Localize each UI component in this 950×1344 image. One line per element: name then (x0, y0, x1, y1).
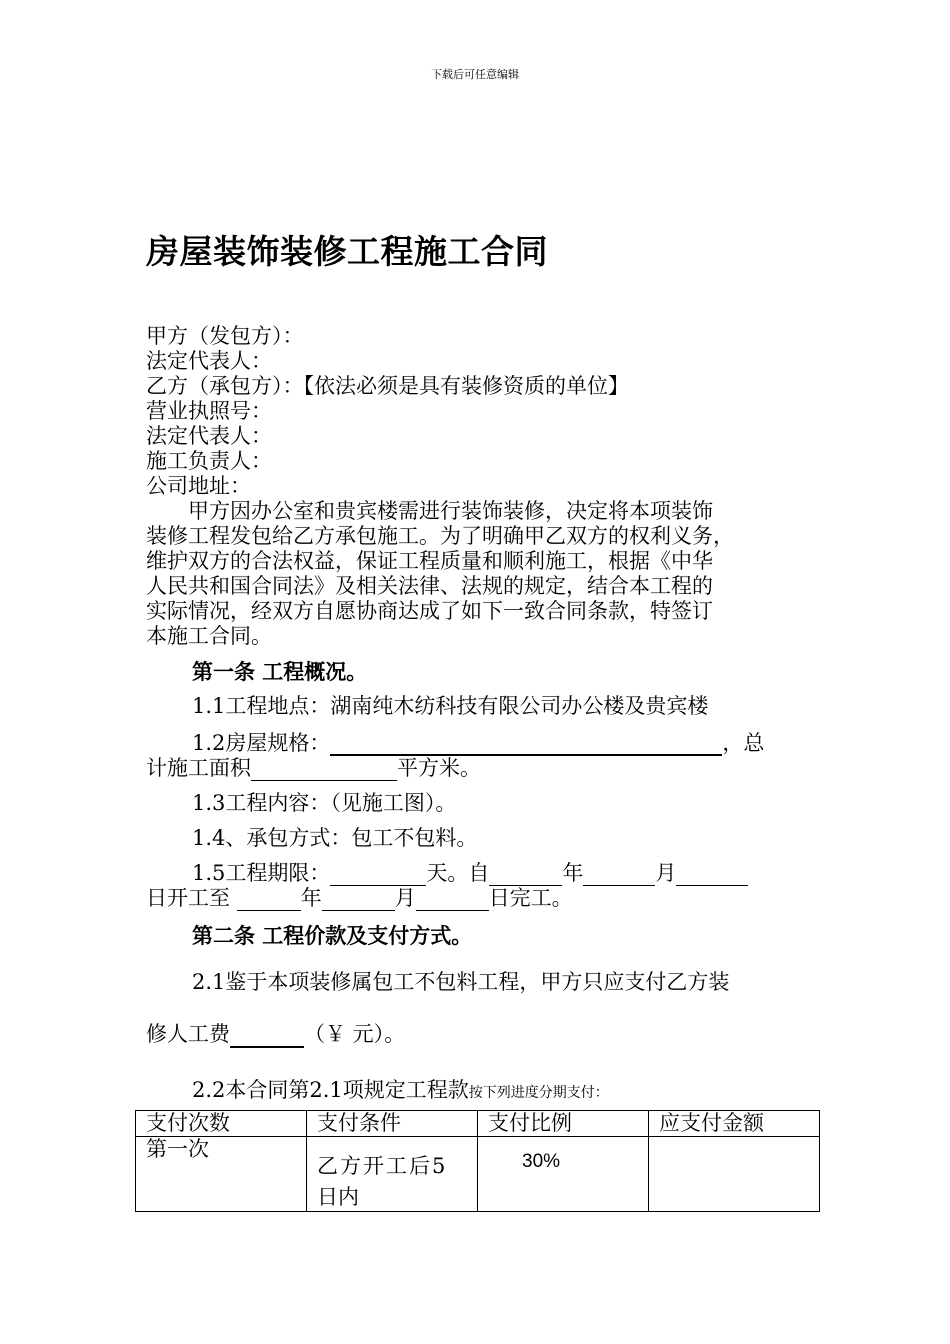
installment-note: 按下列进度分期支付： (468, 1085, 609, 1101)
article-1-heading: 第一条 工程概况。 (192, 659, 368, 684)
page-header-note: 下载后可任意编辑 (431, 68, 519, 81)
article-1-item-1: 1.1工程地点：湖南纯木纺科技有限公司办公楼及贵宾楼 (192, 694, 709, 718)
construction-lead-label: 施工负责人： (146, 449, 272, 473)
house-spec-blank[interactable] (330, 735, 722, 756)
business-license-label: 营业执照号： (146, 399, 272, 423)
header-amount: 应支付金额 (649, 1111, 820, 1137)
period-label: 1.5工程期限： (192, 861, 331, 885)
end-day-blank[interactable] (416, 891, 489, 911)
labor-fee-label: 修人工费 (146, 1022, 230, 1046)
preamble-line-4: 人民共和国合同法》及相关法律、法规的规定，结合本工程的 (146, 574, 713, 598)
item-2-suffix: ，总 (722, 731, 765, 755)
end-month-blank[interactable] (322, 891, 395, 911)
article-1-item-2 (192, 731, 764, 756)
labor-fee-amount: （￥ 元）。 (304, 1022, 406, 1046)
preamble-line-1: 甲方因办公室和贵宾楼需进行装饰装修，决定将本项装饰 (188, 499, 713, 523)
article-2-item-2 (192, 1074, 609, 1104)
header-condition: 支付条件 (307, 1111, 478, 1137)
article-2-heading: 第二条 工程价款及支付方式。 (192, 923, 473, 948)
area-unit-label: 平方米。 (397, 756, 481, 780)
start-day-blank[interactable] (676, 866, 748, 886)
cell-amount[interactable] (649, 1137, 820, 1212)
item-2-prefix: 1.2房屋规格： (192, 731, 331, 755)
month-label: 月 (655, 861, 677, 885)
condition-line-2: 日内 (317, 1185, 359, 1209)
preamble-line-2: 装修工程发包给乙方承包施工。为了明确甲乙双方的权利义务， (146, 524, 734, 548)
condition-line-1: 乙方开工后5 (317, 1154, 448, 1178)
article-2-item-1-line-1: 2.1鉴于本项装修属包工不包料工程，甲方只应支付乙方装 (192, 970, 730, 994)
article-1-item-3: 1.3工程内容：（见施工图）。 (192, 791, 457, 815)
start-year-blank[interactable] (489, 866, 562, 886)
table-header-row (136, 1111, 820, 1137)
ratio-value: 30% (522, 1151, 561, 1172)
end-month-label: 月 (394, 886, 416, 910)
company-address-label: 公司地址： (146, 474, 251, 498)
preamble-line-6: 本施工合同。 (146, 624, 272, 648)
start-day-label: 日开工至 (146, 886, 237, 910)
header-times: 支付次数 (136, 1111, 307, 1137)
payment-schedule-table (135, 1110, 820, 1212)
end-year-label: 年 (300, 886, 322, 910)
party-a-label: 甲方（发包方）： (146, 324, 304, 348)
days-blank[interactable] (330, 866, 426, 886)
party-b-label: 乙方（承包方）：【依法必须是具有装修资质的单位】 (146, 374, 629, 398)
cell-condition (307, 1137, 478, 1212)
article-1-item-5 (192, 861, 748, 886)
party-a-representative-label: 法定代表人： (146, 349, 272, 373)
article-1-item-5-continued (146, 886, 573, 911)
preamble-line-5: 实际情况，经双方自愿协商达成了如下一致合同条款，特签订 (146, 599, 713, 623)
preamble-line-3: 维护双方的合法权益，保证工程质量和顺利施工，根据《中华 (146, 549, 713, 573)
article-1-item-4: 1.4、承包方式：包工不包料。 (192, 826, 478, 850)
article-2-item-1-line-2 (146, 1018, 405, 1048)
total-area-label: 计施工面积 (146, 756, 251, 780)
completion-label: 日完工。 (488, 886, 573, 910)
article-1-item-2-continued (146, 756, 481, 781)
year-label: 年 (562, 861, 584, 885)
cell-ratio (478, 1137, 649, 1212)
total-area-blank[interactable] (251, 761, 397, 781)
days-unit: 天。自 (426, 861, 490, 885)
labor-fee-blank[interactable] (230, 1027, 304, 1048)
installment-text: 2.2本合同第2.1项规定工程款 (192, 1078, 469, 1102)
header-ratio: 支付比例 (478, 1111, 649, 1137)
start-month-blank[interactable] (583, 866, 655, 886)
table-row (136, 1137, 820, 1212)
cell-times: 第一次 (136, 1137, 307, 1212)
document-title: 房屋装饰装修工程施工合同 (146, 232, 548, 271)
party-b-representative-label: 法定代表人： (146, 424, 272, 448)
end-year-blank[interactable] (237, 891, 301, 911)
